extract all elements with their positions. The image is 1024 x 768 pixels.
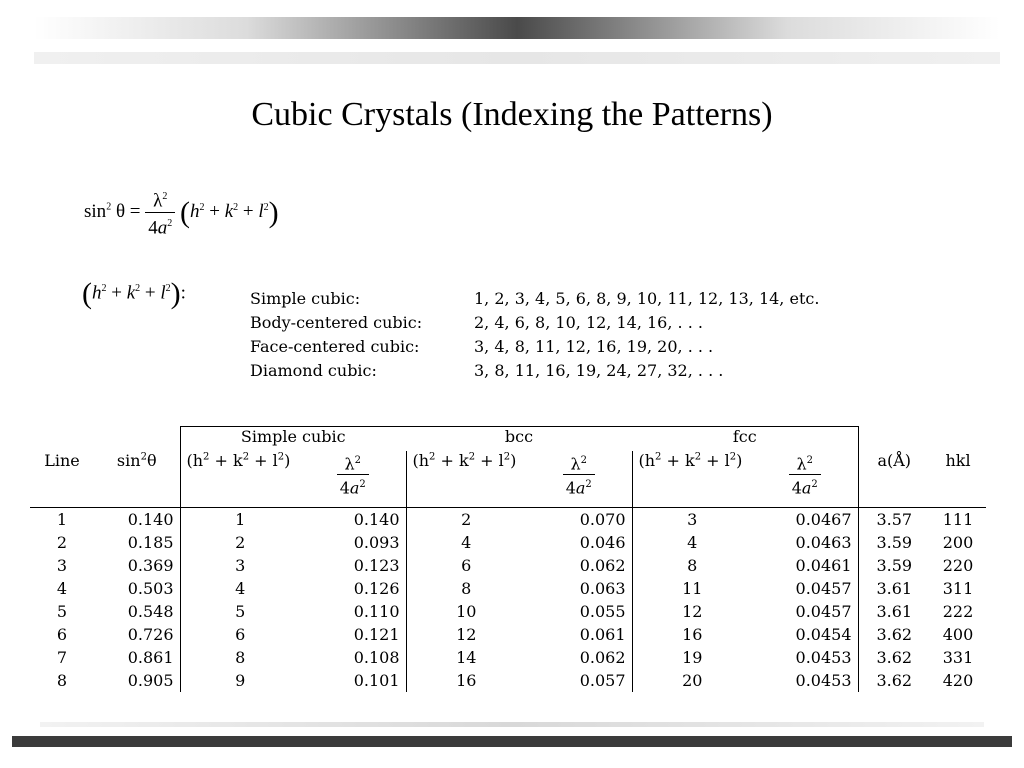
cell-sin2theta: 0.369 xyxy=(127,556,174,575)
cell-bcc-ratio: 0.063 xyxy=(579,579,626,598)
cell-fcc-hkl-sum: 4 xyxy=(632,531,752,554)
cell-hkl: 222 xyxy=(942,602,974,621)
sequence-row-bcc xyxy=(250,310,819,334)
sequence-values: 2, 4, 6, 8, 10, 12, 14, 16, . . . xyxy=(474,312,703,332)
cell-fcc-hkl-sum: 3 xyxy=(632,508,752,532)
page-title: Cubic Crystals (Indexing the Patterns) xyxy=(251,96,773,133)
header-bcc-hkl-sum: $(h^2 + k^2 + l^2)$ xyxy=(406,451,526,508)
sequence-row-simple xyxy=(250,286,819,310)
cell-lattice-parameter: 3.62 xyxy=(876,625,913,644)
decorative-top-bar xyxy=(34,17,1000,39)
cell-sc-hkl-sum: 4 xyxy=(180,577,300,600)
cell-fcc-hkl-sum: 12 xyxy=(632,600,752,623)
header-sc-hkl-sum: $(h^2 + k^2 + l^2)$ xyxy=(180,451,300,508)
cell-lattice-parameter: 3.59 xyxy=(876,533,913,552)
cell-sin2theta: 0.905 xyxy=(127,671,174,690)
sequence-row-diamond xyxy=(250,358,819,382)
cell-line: 5 xyxy=(56,602,68,621)
table-row xyxy=(30,508,986,532)
cell-sin2theta: 0.726 xyxy=(127,625,174,644)
cell-bcc-hkl-sum: 12 xyxy=(406,623,526,646)
cell-sin2theta: 0.185 xyxy=(127,533,174,552)
cell-fcc-ratio: 0.0453 xyxy=(752,669,858,692)
cell-bcc-ratio: 0.061 xyxy=(579,625,626,644)
sequence-label: Diamond cubic: xyxy=(250,360,377,380)
cell-bcc-ratio: 0.057 xyxy=(579,671,626,690)
cell-bcc-hkl-sum: 14 xyxy=(406,646,526,669)
header-fcc-hkl-sum: $(h^2 + k^2 + l^2)$ xyxy=(632,451,752,508)
cell-bcc-hkl-sum: 6 xyxy=(406,554,526,577)
decorative-bottom-bar-light xyxy=(40,722,984,727)
group-header-fcc: fcc xyxy=(632,427,858,452)
sequence-values: 3, 8, 11, 16, 19, 24, 27, 32, . . . xyxy=(474,360,724,380)
cell-sin2theta: 0.861 xyxy=(127,648,174,667)
table-body xyxy=(30,508,986,693)
table-row xyxy=(30,623,986,646)
cell-hkl: 420 xyxy=(942,671,974,690)
cell-sc-hkl-sum: 2 xyxy=(180,531,300,554)
cell-line: 8 xyxy=(56,671,68,690)
cell-fcc-ratio: 0.0457 xyxy=(752,577,858,600)
header-line: Line xyxy=(30,451,94,508)
cell-sc-ratio: 0.121 xyxy=(353,625,400,644)
cell-lattice-parameter: 3.62 xyxy=(876,648,913,667)
cell-hkl: 311 xyxy=(942,579,974,598)
cell-fcc-hkl-sum: 11 xyxy=(632,577,752,600)
cell-fcc-ratio: 0.0467 xyxy=(752,508,858,532)
cell-hkl: 200 xyxy=(942,533,974,552)
cell-sc-ratio: 0.123 xyxy=(353,556,400,575)
cell-fcc-hkl-sum: 19 xyxy=(632,646,752,669)
indexing-table xyxy=(30,426,986,692)
cell-sc-ratio: 0.093 xyxy=(353,533,400,552)
cell-lattice-parameter: 3.61 xyxy=(876,602,913,621)
cell-lattice-parameter: 3.59 xyxy=(876,556,913,575)
cell-bcc-hkl-sum: 8 xyxy=(406,577,526,600)
table-row xyxy=(30,600,986,623)
header-lattice-parameter: a(Å) xyxy=(858,451,930,508)
header-hkl: hkl xyxy=(930,451,986,508)
cell-line: 4 xyxy=(56,579,68,598)
header-sc-ratio: $\frac{\lambda^2}{4a^2}$ xyxy=(300,451,406,508)
cell-sc-hkl-sum: 8 xyxy=(180,646,300,669)
cell-bcc-ratio: 0.046 xyxy=(579,533,626,552)
cell-line: 2 xyxy=(56,533,68,552)
cell-sc-hkl-sum: 6 xyxy=(180,623,300,646)
cell-bcc-ratio: 0.062 xyxy=(579,556,626,575)
table-row xyxy=(30,669,986,692)
cell-lattice-parameter: 3.62 xyxy=(876,671,913,690)
sequence-values: 3, 4, 8, 11, 12, 16, 19, 20, . . . xyxy=(474,336,714,356)
header-sin2theta: $\sin^2\theta$ xyxy=(94,451,180,508)
group-header-bcc: bcc xyxy=(406,427,632,452)
cell-sin2theta: 0.140 xyxy=(127,510,174,529)
cell-sc-ratio: 0.101 xyxy=(353,671,400,690)
cell-bcc-ratio: 0.062 xyxy=(579,648,626,667)
cell-line: 1 xyxy=(56,510,68,529)
sequence-values: 1, 2, 3, 4, 5, 6, 8, 9, 10, 11, 12, 13, 14, etc. xyxy=(474,288,820,308)
hkl-sum-expression: $(h^2 + k^2 + l^2)$: xyxy=(82,277,186,310)
cell-fcc-ratio: 0.0457 xyxy=(752,600,858,623)
cell-sc-hkl-sum: 1 xyxy=(180,508,300,532)
table-row xyxy=(30,646,986,669)
cell-sc-hkl-sum: 5 xyxy=(180,600,300,623)
cell-sin2theta: 0.503 xyxy=(127,579,174,598)
sequence-label: Simple cubic: xyxy=(250,288,361,308)
cell-line: 7 xyxy=(56,648,68,667)
group-header-simple-cubic: Simple cubic xyxy=(180,427,406,452)
table-row xyxy=(30,531,986,554)
cell-bcc-ratio: 0.070 xyxy=(579,510,626,529)
cell-fcc-ratio: 0.0461 xyxy=(752,554,858,577)
cell-bcc-hkl-sum: 4 xyxy=(406,531,526,554)
cell-bcc-hkl-sum: 2 xyxy=(406,508,526,532)
cell-fcc-hkl-sum: 20 xyxy=(632,669,752,692)
sequence-label: Body-centered cubic: xyxy=(250,312,423,332)
table-row xyxy=(30,577,986,600)
cell-sc-ratio: 0.126 xyxy=(353,579,400,598)
cell-fcc-hkl-sum: 8 xyxy=(632,554,752,577)
cell-sin2theta: 0.548 xyxy=(127,602,174,621)
header-bcc-ratio: $\frac{\lambda^2}{4a^2}$ xyxy=(526,451,632,508)
cell-line: 3 xyxy=(56,556,68,575)
cell-lattice-parameter: 3.57 xyxy=(876,510,913,529)
cell-bcc-hkl-sum: 10 xyxy=(406,600,526,623)
cell-lattice-parameter: 3.61 xyxy=(876,579,913,598)
cell-sc-ratio: 0.110 xyxy=(353,602,400,621)
cell-hkl: 111 xyxy=(942,510,974,529)
sequence-label: Face-centered cubic: xyxy=(250,336,420,356)
table-row xyxy=(30,554,986,577)
decorative-bottom-bar xyxy=(12,736,1012,747)
sequence-row-fcc xyxy=(250,334,819,358)
cell-fcc-ratio: 0.0453 xyxy=(752,646,858,669)
cell-fcc-hkl-sum: 16 xyxy=(632,623,752,646)
bragg-equation: $\sin^2 \theta$ = $\frac{\lambda^2}{4a^2}$ $(h^2 + k^2 + l^2)$ xyxy=(84,186,279,240)
decorative-top-bar-light xyxy=(34,52,1000,64)
cell-fcc-ratio: 0.0454 xyxy=(752,623,858,646)
cell-hkl: 220 xyxy=(942,556,974,575)
allowed-sequences xyxy=(250,286,819,382)
cell-sc-hkl-sum: 9 xyxy=(180,669,300,692)
cell-sc-ratio: 0.140 xyxy=(353,510,400,529)
cell-bcc-hkl-sum: 16 xyxy=(406,669,526,692)
cell-hkl: 400 xyxy=(942,625,974,644)
cell-sc-hkl-sum: 3 xyxy=(180,554,300,577)
cell-fcc-ratio: 0.0463 xyxy=(752,531,858,554)
cell-line: 6 xyxy=(56,625,68,644)
cell-bcc-ratio: 0.055 xyxy=(579,602,626,621)
cell-hkl: 331 xyxy=(942,648,974,667)
cell-sc-ratio: 0.108 xyxy=(353,648,400,667)
header-fcc-ratio: $\frac{\lambda^2}{4a^2}$ xyxy=(752,451,858,508)
